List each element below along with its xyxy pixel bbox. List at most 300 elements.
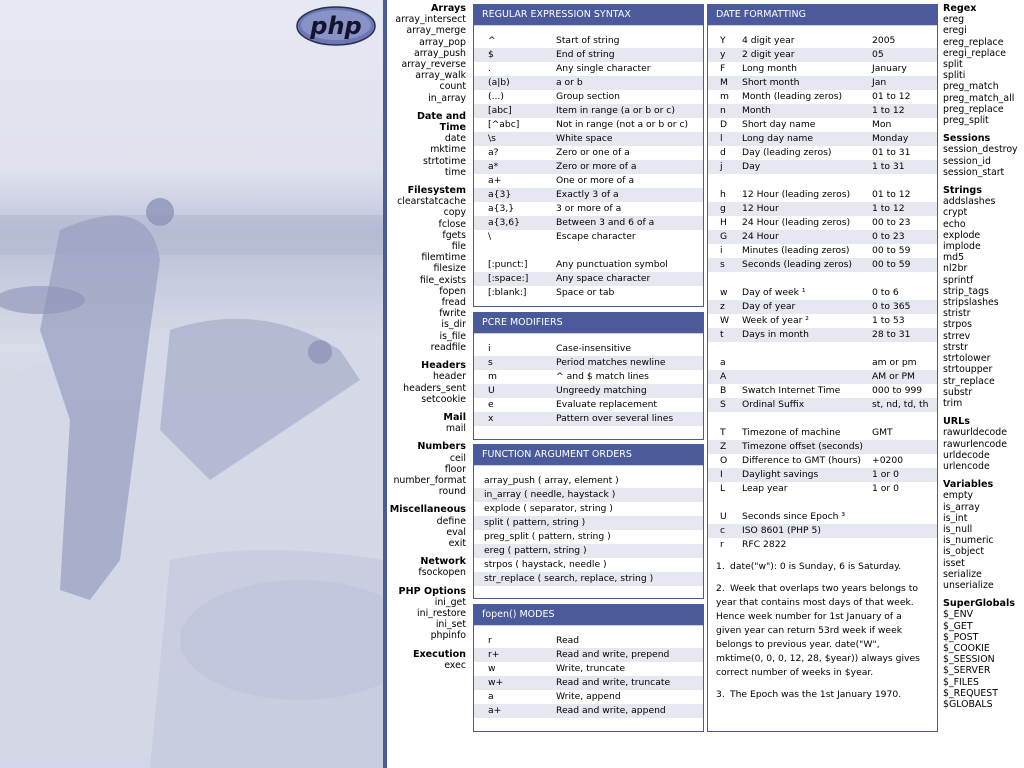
regex-syntax-title: REGULAR EXPRESSION SYNTAX — [474, 5, 703, 26]
row-code: s — [488, 357, 493, 368]
format-example: 0 to 23 — [872, 231, 905, 242]
table-row — [708, 314, 937, 328]
index-item: ereg — [943, 14, 965, 26]
index-group — [943, 3, 1023, 126]
table-row — [474, 146, 703, 160]
format-char: W — [720, 315, 730, 326]
table-row — [474, 118, 703, 132]
table-row — [708, 188, 937, 202]
format-description: RFC 2822 — [742, 539, 787, 550]
format-example: 01 to 12 — [872, 91, 911, 102]
row-description: Read and write, prepend — [556, 649, 670, 660]
table-row — [474, 370, 703, 384]
index-item: $_COOKIE — [943, 642, 990, 654]
index-item: preg_replace — [943, 103, 1004, 115]
date-formatting-notes — [708, 560, 937, 702]
table-row — [474, 160, 703, 174]
index-group — [388, 412, 466, 434]
row-description: Between 3 and 6 of a — [556, 217, 655, 228]
format-description: 12 Hour — [742, 203, 779, 214]
index-item: str_replace — [943, 375, 995, 387]
row-description: a or b — [556, 77, 583, 88]
row-code: a{3} — [488, 189, 512, 200]
format-example: 00 to 59 — [872, 245, 911, 256]
table-row — [708, 104, 937, 118]
row-code: [^abc] — [488, 119, 520, 130]
format-description: 24 Hour — [742, 231, 779, 242]
format-description: 4 digit year — [742, 35, 795, 46]
format-char: A — [720, 371, 727, 382]
table-row — [708, 76, 937, 90]
row-code: a — [488, 691, 494, 702]
index-item: array_pop — [419, 36, 466, 48]
format-char: F — [720, 63, 726, 74]
footnote — [716, 582, 927, 680]
index-group — [388, 586, 466, 642]
table-row — [474, 216, 703, 230]
format-description: 2 digit year — [742, 49, 795, 60]
format-description: Day (leading zeros) — [742, 147, 832, 158]
index-item: fwrite — [439, 308, 466, 320]
format-example: st, nd, td, th — [872, 399, 929, 410]
row-code: a+ — [488, 705, 502, 716]
row-description: Write, truncate — [556, 663, 626, 674]
table-row — [474, 648, 703, 662]
table-row — [474, 48, 703, 62]
index-group-heading: Execution — [412, 648, 466, 660]
index-item: $_SESSION — [943, 654, 995, 666]
index-group-heading: Filesystem — [407, 185, 466, 197]
index-item: nl2br — [943, 263, 968, 275]
table-row — [474, 90, 703, 104]
format-description: Day of week ¹ — [742, 287, 806, 298]
table-row — [474, 690, 703, 704]
table-row — [474, 384, 703, 398]
format-description: ISO 8601 (PHP 5) — [742, 525, 821, 536]
row-description: Case-insensitive — [556, 343, 632, 354]
row-code: e — [488, 399, 494, 410]
row-description: ^ and $ match lines — [556, 371, 649, 382]
index-item: eregi — [943, 25, 967, 37]
row-gap — [708, 496, 937, 510]
format-description: Short day name — [742, 119, 816, 130]
row-description: White space — [556, 133, 613, 144]
date-formatting-panel — [707, 4, 938, 732]
index-item: eval — [446, 526, 466, 538]
format-char: L — [720, 483, 726, 494]
table-row — [474, 342, 703, 356]
index-item: crypt — [943, 207, 968, 219]
table-row — [708, 160, 937, 174]
function-signature: str_replace ( search, replace, string ) — [474, 572, 703, 586]
table-row — [474, 104, 703, 118]
index-group — [388, 649, 466, 671]
row-description: Period matches newline — [556, 357, 666, 368]
index-item: preg_match — [943, 81, 999, 93]
index-item: sprintf — [943, 274, 974, 286]
table-row — [474, 662, 703, 676]
table-row — [474, 174, 703, 188]
function-signature: split ( pattern, string ) — [474, 516, 703, 530]
row-code: \s — [488, 133, 496, 144]
table-row — [708, 258, 937, 272]
row-description: Group section — [556, 91, 620, 102]
footnote-text: The Epoch was the 1st January 1970. — [730, 689, 902, 700]
footnote-number: 2. — [716, 583, 725, 594]
format-example: GMT — [872, 427, 893, 438]
function-argument-orders-panel — [473, 444, 704, 599]
row-gap — [708, 342, 937, 356]
row-code: a{3,} — [488, 203, 515, 214]
format-description — [742, 370, 872, 384]
format-example: 1 to 53 — [872, 315, 905, 326]
format-char: d — [720, 147, 726, 158]
format-example: 01 to 12 — [872, 189, 911, 200]
format-example — [872, 440, 937, 454]
index-item: array_merge — [406, 25, 466, 37]
index-item: fread — [441, 297, 466, 309]
row-code: ^ — [488, 35, 496, 46]
format-example: Monday — [872, 133, 909, 144]
row-code: [abc] — [488, 105, 512, 116]
index-group — [943, 133, 1023, 178]
row-code: m — [488, 371, 497, 382]
date-group — [708, 286, 937, 342]
pcre-modifiers-panel — [473, 312, 704, 440]
index-group — [943, 185, 1023, 409]
index-item: strtoupper — [943, 364, 993, 376]
index-item: mktime — [430, 144, 466, 156]
format-description: Timezone offset (seconds) — [742, 441, 863, 452]
format-description: 12 Hour (leading zeros) — [742, 189, 851, 200]
table-row — [708, 118, 937, 132]
index-group-heading: Network — [420, 556, 466, 568]
row-code: w+ — [488, 677, 504, 688]
table-row — [708, 538, 937, 552]
row-code: (a|b) — [488, 77, 510, 88]
format-example: Mon — [872, 119, 892, 130]
row-description: Read — [556, 635, 580, 646]
index-item: fopen — [439, 285, 466, 297]
row-code: a{3,6} — [488, 217, 520, 228]
index-item: session_destroy — [943, 144, 1018, 156]
table-row — [708, 440, 937, 454]
function-signature: explode ( separator, string ) — [484, 503, 613, 514]
format-description: Daylight savings — [742, 469, 819, 480]
table-row — [708, 48, 937, 62]
index-item: strrev — [943, 330, 971, 342]
index-group — [943, 416, 1023, 472]
index-group-heading: Arrays — [430, 3, 466, 14]
row-gap — [708, 412, 937, 426]
format-example: +0200 — [872, 455, 904, 466]
svg-text:php: php — [310, 12, 362, 40]
function-signature: preg_split ( pattern, string ) — [484, 531, 611, 542]
table-row — [708, 510, 937, 524]
index-group-heading: URLs — [943, 416, 971, 428]
format-char: H — [720, 217, 727, 228]
index-item: clearstatcache — [397, 196, 466, 208]
index-group-heading: Sessions — [943, 133, 991, 145]
format-char: w — [720, 287, 728, 298]
table-row — [708, 34, 937, 48]
row-description: Zero or one of a — [556, 147, 630, 158]
index-item: explode — [943, 229, 981, 241]
index-item: is_dir — [441, 319, 466, 331]
index-item: floor — [444, 463, 466, 475]
row-gap — [708, 174, 937, 188]
format-description: Week of year ² — [742, 315, 809, 326]
table-row — [474, 76, 703, 90]
index-item: $_SERVER — [943, 665, 991, 677]
format-example: Jan — [872, 77, 887, 88]
index-item: ini_get — [434, 596, 466, 608]
table-row — [474, 34, 703, 48]
index-item: file — [451, 241, 466, 253]
row-code: a+ — [488, 175, 502, 186]
index-group-heading: Numbers — [417, 441, 466, 453]
format-description: Swatch Internet Time — [742, 385, 841, 396]
format-char: a — [720, 357, 726, 368]
index-item: filemtime — [421, 252, 466, 264]
row-description: Item in range (a or b or c) — [556, 105, 675, 116]
table-row — [708, 356, 937, 370]
format-example: 00 to 23 — [872, 217, 911, 228]
index-item: mail — [445, 423, 466, 435]
format-char: z — [720, 301, 725, 312]
index-group — [388, 3, 466, 104]
function-index-right — [943, 3, 1023, 717]
format-char: i — [720, 245, 723, 256]
index-item: phpinfo — [430, 630, 466, 642]
table-row — [474, 202, 703, 216]
format-description: Leap year — [742, 483, 788, 494]
index-item: $_POST — [943, 631, 979, 643]
row-code: (...) — [488, 91, 504, 102]
index-group — [388, 360, 466, 405]
index-group — [388, 111, 466, 178]
row-description: Pattern over several lines — [556, 413, 674, 424]
index-group — [388, 556, 466, 578]
format-char: G — [720, 231, 728, 242]
index-item: strtotime — [422, 155, 466, 167]
date-formatting-title: DATE FORMATTING — [708, 5, 937, 26]
row-code: $ — [488, 49, 494, 60]
index-item: is_array — [943, 501, 980, 513]
row-description: 3 or more of a — [556, 203, 622, 214]
regex-group — [474, 258, 703, 300]
fopen-modes-panel — [473, 604, 704, 732]
table-row — [708, 286, 937, 300]
format-description: Short month — [742, 77, 800, 88]
index-group-heading: SuperGlobals — [943, 598, 1015, 610]
format-char: I — [720, 469, 723, 480]
format-description: Ordinal Suffix — [742, 399, 805, 410]
index-item: strtolower — [943, 353, 991, 365]
format-example: 2005 — [872, 35, 896, 46]
index-item: headers_sent — [403, 382, 466, 394]
index-item: round — [438, 486, 466, 498]
row-code: [:punct:] — [488, 259, 528, 270]
table-row — [708, 300, 937, 314]
footnote — [716, 560, 927, 574]
index-item: session_start — [943, 166, 1005, 178]
index-item: echo — [943, 218, 966, 230]
row-code: r+ — [488, 649, 500, 660]
format-char: t — [720, 329, 724, 340]
index-group-heading: Miscellaneous — [389, 504, 466, 516]
index-group — [388, 504, 466, 549]
format-example: 0 to 365 — [872, 301, 911, 312]
format-char: h — [720, 189, 726, 200]
date-formatting-rows — [708, 26, 937, 552]
format-example: 000 to 999 — [872, 385, 923, 396]
row-description: Start of string — [556, 35, 620, 46]
index-item: urlencode — [943, 460, 990, 472]
format-char: j — [720, 161, 723, 172]
footnote — [716, 688, 927, 702]
index-item: split — [943, 59, 963, 71]
format-example: 28 to 31 — [872, 329, 911, 340]
index-item: count — [439, 81, 466, 93]
format-example: 00 to 59 — [872, 259, 911, 270]
index-item: is_numeric — [943, 535, 994, 547]
function-signature: strpos ( haystack, needle ) — [484, 559, 607, 570]
index-item: fsockopen — [418, 567, 466, 579]
index-item: substr — [943, 386, 973, 398]
row-description: Write, append — [556, 691, 621, 702]
index-item: time — [444, 166, 466, 178]
format-example — [872, 524, 937, 538]
row-code: x — [488, 413, 494, 424]
index-item: spliti — [943, 70, 966, 82]
format-example: 1 to 12 — [872, 203, 905, 214]
index-item: stristr — [943, 308, 971, 320]
table-row — [708, 328, 937, 342]
background-painting — [0, 0, 384, 768]
format-char: O — [720, 455, 728, 466]
row-description: Exactly 3 of a — [556, 189, 619, 200]
index-item: session_id — [943, 155, 991, 167]
format-description: Long month — [742, 63, 797, 74]
index-item: $GLOBALS — [943, 698, 993, 710]
index-item: date — [444, 133, 466, 145]
divider-bar — [383, 0, 387, 768]
row-code: U — [488, 385, 495, 396]
index-item: array_reverse — [401, 59, 466, 71]
row-code: [:blank:] — [488, 287, 527, 298]
format-description: 24 Hour (leading zeros) — [742, 217, 851, 228]
format-example: AM or PM — [872, 371, 915, 382]
index-item: serialize — [943, 568, 982, 580]
row-description: End of string — [556, 49, 615, 60]
fopen-modes-title: fopen() MODES — [474, 605, 703, 626]
format-char: c — [720, 525, 726, 536]
table-row — [708, 384, 937, 398]
format-description — [742, 356, 872, 370]
row-code: r — [488, 635, 492, 646]
footnote-number: 3. — [716, 689, 725, 700]
index-item: $_REQUEST — [943, 687, 998, 699]
index-item: $_GET — [943, 620, 973, 632]
regex-syntax-rows — [474, 26, 703, 300]
format-description: Timezone of machine — [742, 427, 841, 438]
table-row — [708, 62, 937, 76]
index-item: stripslashes — [943, 297, 999, 309]
date-group — [708, 510, 937, 552]
table-row — [474, 286, 703, 300]
row-code: i — [488, 343, 491, 354]
date-group — [708, 426, 937, 496]
table-row — [708, 202, 937, 216]
format-description: Day — [742, 161, 761, 172]
index-group-heading: Regex — [943, 3, 977, 14]
table-row — [474, 132, 703, 146]
format-example: 1 or 0 — [872, 483, 899, 494]
format-example — [872, 510, 937, 524]
index-group-heading: Variables — [943, 479, 994, 491]
index-item: preg_split — [943, 115, 989, 127]
row-description: One or more of a — [556, 175, 635, 186]
painting-figures — [0, 0, 384, 768]
index-item: is_int — [943, 512, 968, 524]
index-item: rawurldecode — [943, 427, 1007, 439]
index-item: $_ENV — [943, 609, 974, 621]
format-description: Month (leading zeros) — [742, 91, 843, 102]
index-item: define — [436, 515, 466, 527]
table-row — [708, 216, 937, 230]
index-item: strpos — [943, 319, 972, 331]
format-char: T — [720, 427, 726, 438]
index-item: ini_restore — [417, 607, 466, 619]
index-item: md5 — [943, 252, 965, 264]
index-item: isset — [943, 557, 965, 569]
format-char: l — [720, 133, 723, 144]
format-example: 05 — [872, 49, 884, 60]
table-row — [708, 398, 937, 412]
index-item: number_format — [393, 474, 466, 486]
format-example: January — [872, 63, 907, 74]
row-description: Escape character — [556, 231, 636, 242]
index-item: setcookie — [421, 393, 466, 405]
row-description: Any punctuation symbol — [556, 259, 668, 270]
format-description: Seconds since Epoch ³ — [742, 511, 846, 522]
format-char: g — [720, 203, 726, 214]
row-description: Read and write, truncate — [556, 677, 671, 688]
format-description: Day of year — [742, 301, 796, 312]
table-row — [708, 90, 937, 104]
table-row — [708, 426, 937, 440]
date-group — [708, 34, 937, 174]
function-index-left — [388, 3, 466, 678]
index-item: filesize — [433, 263, 466, 275]
table-row — [474, 676, 703, 690]
index-item: copy — [443, 207, 466, 219]
format-description: Long day name — [742, 133, 814, 144]
index-item: urldecode — [943, 449, 990, 461]
index-item: is_object — [943, 546, 985, 558]
php-logo — [296, 6, 376, 46]
table-row — [708, 468, 937, 482]
index-item: in_array — [428, 92, 466, 104]
format-description: Days in month — [742, 329, 809, 340]
index-item: exec — [444, 659, 466, 671]
format-char: Y — [720, 35, 726, 46]
row-description: Any single character — [556, 63, 651, 74]
function-argument-orders-rows — [474, 466, 703, 586]
footnote-text: date("w"): 0 is Sunday, 6 is Saturday. — [730, 561, 902, 572]
row-code: a* — [488, 161, 499, 172]
